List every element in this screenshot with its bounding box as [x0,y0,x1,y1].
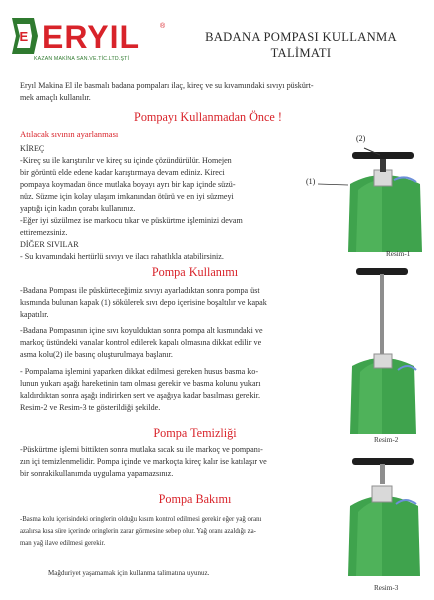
usage-line: - Pompalama işlemini yaparken dikkat edilmesi gereken husus basma ko- [20,367,259,376]
brand-subtitle: KAZAN MAKİNA SAN.VE.TİC.LTD.ŞTİ [34,56,130,62]
cleaning-line: bir sonrakikullanımda uygulama yapamazsınız. [20,469,174,478]
intro-line-1: Eryıl Makina El ile basmalı badana pompaları ilaç, kireç ve su kıvamındaki sıvıyı püskürt- [20,81,314,90]
usage-line: lunun yukarı aşağı hareketinin tam olması gerekir ve basma kolunu yukarı [20,379,261,388]
usage-line: kaldırdıktan sonra aşağı indirirken sert ve aşağıya kadar basılması gerekir. [20,391,261,400]
caption-resim-2: Resim-2 [374,436,399,444]
callout-1: (1) [306,177,316,186]
heading-pump-cleaning: Pompa Temizliği [153,426,237,440]
pump-photo-1 [330,140,434,252]
callout-1-pointer [318,181,350,187]
before-line: -Kireç su ile karıştırılır ve kireç su içinde çözündürülür. Homejen [20,156,232,165]
maintenance-line: man yağ ilave edilmesi gerekir. [20,540,106,547]
heading-pump-usage: Pompa Kullanımı [151,265,239,279]
before-line: nüz. Süzme için kolay ulaşım imkanından ötürü ve en iyi süzmeyi [20,192,234,201]
before-line: - Su kıvamındaki hertürlü sıvıyı ve ilacı rahatlıkla atabilirsiniz. [20,252,224,261]
before-line: -Eğer iyi süzülmez ise markocu tıkar ve püskürtme işleminizi devam [20,216,243,225]
document-title [186,29,416,61]
usage-line: -Badana Pompasının içine sıvı koyulduktan sonra pompa alt kısmındaki ve [20,326,263,335]
maintenance-line: azalırsa kısa süre içerinde oringlerin zarar görmesine sebep olur. Yağ oranı azaldığı za- [20,528,256,535]
before-line: DİĞER SIVILAR [20,240,79,249]
before-line: bir görüntü elde edene kadar karıştırmaya devam ediniz. Kireci [20,168,225,177]
usage-line: -Badana Pompası ile püskürteceğimiz sıvıyı ayarladıktan sonra pompa üst [20,286,260,295]
caption-resim-3: Resim-3 [374,584,399,592]
pump-photo-3 [330,446,434,580]
registered-icon: ® [160,23,166,30]
before-line: yaptığı için kadın çorabı kullanınız. [20,204,136,213]
usage-line: kısmında bulunan kapak (1) sökülerek sıvı depo içerisine boşaltılır ve kapak [20,298,267,307]
title-line-2: TALİMATI [270,46,332,60]
brand-wordmark: ERYIL [42,19,141,55]
before-line: pompaya koymadan önce mutlaka boyayı ayrı bir kap içinde süzü- [20,180,236,189]
logo-emblem [12,18,38,54]
caption-resim-1: Resim-1 [386,250,411,258]
cleaning-line: -Püskürtme işlemi bittikten sonra mutlaka sıcak su ile markoç ve pompanı- [20,445,263,454]
svg-text:E: E [19,29,29,44]
pump-photo-2 [330,262,434,436]
usage-line: Resim-2 ve Resim-3 te gösterildiği şekilde. [20,403,161,412]
usage-line: markoç üstündeki vanalar kontrol edilerek kapalı olmasına dikkat edilir ve [20,338,262,347]
usage-line: asma kolu(2) ile basınç oluşturulmaya başlanır. [20,350,173,359]
title-line-1: BADANA POMPASI KULLANMA [205,30,397,44]
maintenance-line: -Basma kolu içerisindeki oringlerin olduğu kısım kontrol edilmesi gerekir eğer yağ oranı [20,516,262,523]
heading-pump-maintenance: Pompa Bakımı [158,492,232,506]
intro-line-2: mek amaçlı kullanılır. [20,93,91,102]
usage-line: kapatılır. [20,310,49,319]
subheading-liquid-setup: Atılacak sıvının ayarlanması [20,129,119,139]
eryil-logo [8,14,176,58]
cleaning-line: zın içi temizlenmelidir. Pompa içinde ve markoçta kireç kalır ise katılaşır ve [20,457,267,466]
callout-2: (2) [356,134,366,143]
heading-before-use: Pompayı Kullanmadan Önce ! [134,110,282,124]
before-line: ettiremezsiniz. [20,228,68,237]
before-line: KİREÇ [20,144,45,153]
footer-warning: Mağduriyet yaşamamak için kullanma talimatına uyunuz. [48,569,210,577]
